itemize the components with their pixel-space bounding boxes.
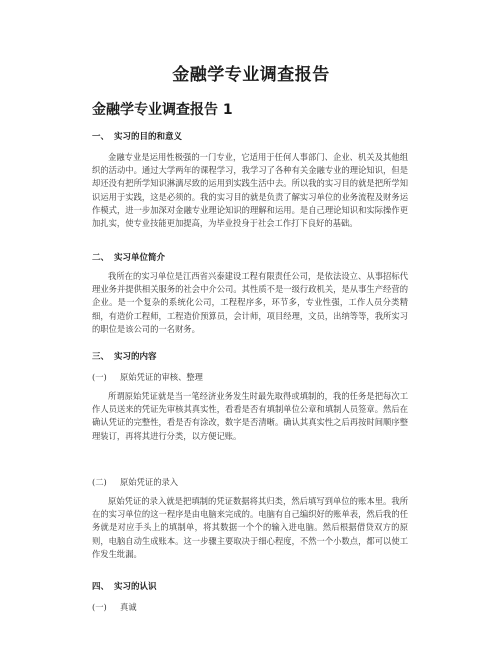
subsection-number: (一) [92,372,107,382]
subsection-title: 真诚 [120,602,137,612]
section-number: 一、 [92,132,110,142]
section-title: 实习的认识 [114,582,157,592]
subsection-title: 原始凭证的录入 [120,477,179,487]
report-subtitle: 金融学专业调查报告 1 [92,102,233,118]
paragraph-review: 所谓原始凭证就是当一笔经济业务发生时最先取得或填制的，我的任务是把每次工作人员送来的凭证先审核其真实性，看看是否有填制单位公章和填制人员签章。然后在确认凭证的完整性，看是否有涂改，数字是否清晰。确认其真实性之后再按时间顺序整理装订，再将其进行分类，以方便记账。 [92,391,408,441]
subsection-number: (一) [92,602,107,612]
section-number: 四、 [92,582,110,592]
paragraph-entry: 原始凭证的录入就是把填制的凭证数据将其归类，然后填写到单位的账本里。我所在的实习单位的这一程序是由电脑来完成的。电脑有自己编织好的账单表，然后我的任务就是对应手头上的填制单，将其数据一个个的输入进电脑。然后根据借贷双方的原则，电脑自动生成账本。这一步骤主要取决于细心程度，不然一个小数点，都可以使工作发生纰漏。 [92,496,408,559]
section-heading-content [92,350,157,362]
subsection-title: 原始凭证的审核、整理 [120,372,203,382]
document-title: 金融学专业调查报告 [172,65,330,85]
section-number: 三、 [92,352,110,362]
subsection-heading-sincerity [92,601,137,613]
subsection-heading-entry [92,476,178,488]
subsection-heading-review [92,371,203,383]
section-heading-company [92,251,165,263]
paragraph-company: 我所在的实习单位是江西省兴泰建设工程有限责任公司，是依法设立、从事招标代理业务并提供相关服务的社会中介公司。其性质不是一级行政机关，是从事生产经营的企业。是一个复杂的系统化公司，工程程序多，环节多，专业性强，工作人员分类精细，有造价工程师，工程造价预算员，会计师，项目经理，文员，出纳等等，我所实习的职位是该公司的一名财务。 [92,271,408,334]
section-heading-purpose [92,130,182,142]
section-title: 实习单位简介 [114,253,166,263]
section-heading-understanding [92,580,157,592]
section-title: 实习的内容 [114,352,157,362]
section-number: 二、 [92,253,110,263]
paragraph-purpose: 金融专业是运用性极强的一门专业，它适用于任何人事部门、企业、机关及其他组织的活动中。通过大学两年的课程学习，我学习了各种有关金融专业的理论知识，但是却还没有把所学知识淋漓尽致的运用到实践生活中去。所以我的实习目的就是把所学知识运用于实践，这是必须的。我的实习目的就是负责了解实习单位的业务流程及财务运作模式，进一步加深对金融专业理论知识的理解和运用。是自己理论知识和实际操作更加扎实，使专业技能更加提高，为毕业投身于社会工作打下良好的基础。 [92,152,408,229]
subsection-number: (二) [92,477,107,487]
section-title: 实习的目的和意义 [114,132,183,142]
